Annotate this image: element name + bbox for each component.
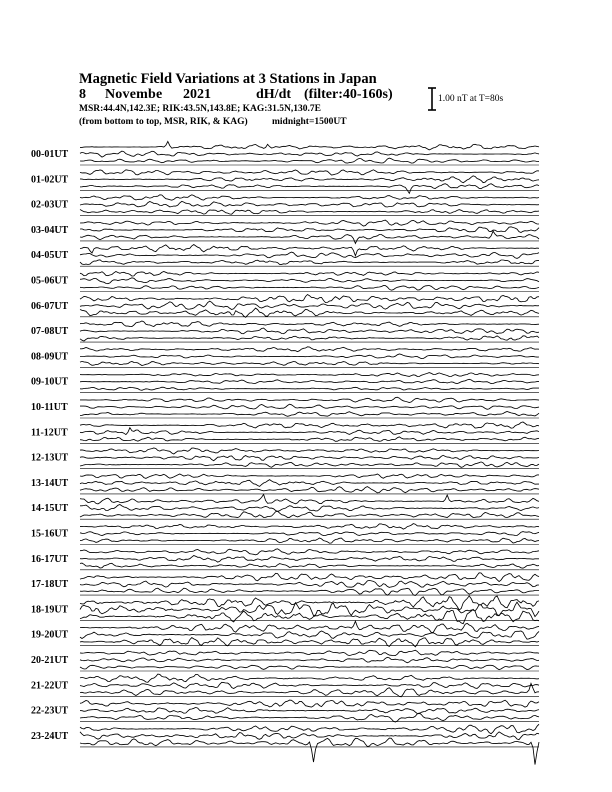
trace-msr-23-24UT: [80, 738, 539, 765]
hour-label: 18-19UT: [31, 604, 69, 616]
trace-msr-20-21UT: [80, 665, 539, 669]
hour-label: 17-18UT: [31, 579, 69, 591]
trace-rik-04-05UT: [80, 252, 539, 258]
date-month: Novembe: [105, 87, 163, 102]
trace-rik-21-22UT: [80, 682, 539, 688]
trace-kag-08-09UT: [80, 347, 539, 352]
trace-msr-07-08UT: [80, 336, 539, 341]
trace-rik-11-12UT: [80, 428, 539, 435]
hour-label: 02-03UT: [31, 199, 69, 211]
hour-label: 23-24UT: [31, 730, 69, 742]
hour-label: 07-08UT: [31, 326, 69, 338]
trace-kag-21-22UT: [80, 674, 539, 682]
date-day: 8: [79, 87, 86, 102]
hour-label: 11-12UT: [31, 427, 68, 439]
trace-kag-20-21UT: [80, 650, 539, 655]
trace-kag-07-08UT: [80, 321, 539, 327]
trace-msr-04-05UT: [80, 260, 539, 265]
trace-msr-06-07UT: [80, 308, 539, 317]
hour-label: 12-13UT: [31, 452, 69, 464]
hour-label: 13-14UT: [31, 477, 69, 489]
chart-title: Magnetic Field Variations at 3 Stations in Japan: [79, 71, 377, 87]
trace-msr-17-18UT: [80, 588, 539, 595]
trace-msr-00-01UT: [80, 158, 539, 163]
hour-label: 09-10UT: [31, 376, 69, 388]
trace-kag-12-13UT: [80, 448, 539, 454]
trace-rik-00-01UT: [80, 151, 539, 157]
trace-msr-05-06UT: [80, 286, 539, 291]
trace-kag-04-05UT: [80, 245, 539, 256]
trace-kag-01-02UT: [80, 170, 539, 175]
trace-rik-08-09UT: [80, 354, 539, 359]
trace-rik-17-18UT: [80, 580, 539, 587]
trace-rik-14-15UT: [80, 505, 539, 512]
trace-rik-18-19UT: [80, 602, 539, 616]
midnight-note: midnight=1500UT: [272, 117, 347, 127]
trace-kag-14-15UT: [80, 494, 539, 504]
trace-kag-17-18UT: [80, 573, 539, 582]
trace-kag-16-17UT: [80, 549, 539, 555]
trace-kag-15-16UT: [80, 524, 539, 530]
trace-msr-14-15UT: [80, 511, 539, 517]
hour-label: 03-04UT: [31, 224, 69, 236]
station-order-note: (from bottom to top, MSR, RIK, & KAG): [79, 117, 248, 127]
trace-rik-20-21UT: [80, 657, 539, 663]
hour-label: 05-06UT: [31, 275, 69, 287]
trace-kag-03-04UT: [80, 220, 539, 226]
hour-label: 06-07UT: [31, 300, 69, 312]
trace-rik-01-02UT: [80, 176, 539, 183]
trace-kag-09-10UT: [80, 373, 539, 377]
trace-msr-08-09UT: [80, 361, 539, 365]
hour-label: 00-01UT: [31, 149, 69, 160]
station-coordinates: MSR:44.4N,142.3E; RIK:43.5N,143.8E; KAG:31.5N,130.7E: [79, 104, 321, 114]
trace-rik-19-20UT: [80, 631, 539, 639]
trace-msr-22-23UT: [80, 713, 539, 722]
quantity-label: dH/dt: [256, 87, 292, 102]
trace-kag-13-14UT: [80, 474, 539, 478]
trace-msr-15-16UT: [80, 538, 539, 543]
hour-label: 04-05UT: [31, 250, 69, 262]
trace-rik-16-17UT: [80, 556, 539, 563]
trace-rik-03-04UT: [80, 227, 539, 233]
trace-kag-18-19UT: [80, 596, 539, 610]
trace-kag-10-11UT: [80, 397, 539, 402]
hour-label: 21-22UT: [31, 680, 69, 692]
trace-rik-23-24UT: [80, 732, 539, 740]
trace-msr-01-02UT: [80, 184, 539, 194]
trace-rik-07-08UT: [80, 328, 539, 334]
hour-label: 15-16UT: [31, 528, 69, 540]
trace-rik-13-14UT: [80, 480, 539, 487]
trace-kag-00-01UT: [80, 142, 539, 150]
hour-label: 01-02UT: [31, 174, 69, 186]
trace-rik-06-07UT: [80, 301, 539, 309]
hour-label: 19-20UT: [31, 629, 69, 641]
trace-msr-12-13UT: [80, 462, 539, 468]
trace-msr-18-19UT: [80, 609, 539, 623]
trace-msr-10-11UT: [80, 412, 539, 417]
trace-msr-03-04UT: [80, 231, 539, 243]
hour-label: 08-09UT: [31, 351, 69, 363]
trace-msr-16-17UT: [80, 563, 539, 568]
trace-msr-09-10UT: [80, 387, 539, 390]
trace-rik-15-16UT: [80, 532, 539, 536]
hour-label: 22-23UT: [31, 705, 69, 717]
hour-label: 16-17UT: [31, 553, 69, 565]
trace-rik-10-11UT: [80, 404, 539, 409]
trace-rik-02-03UT: [80, 201, 539, 207]
trace-kag-06-07UT: [80, 295, 539, 303]
hour-label: 20-21UT: [31, 655, 69, 666]
trace-kag-02-03UT: [80, 195, 539, 200]
trace-kag-19-20UT: [80, 621, 539, 632]
trace-kag-22-23UT: [80, 700, 539, 707]
hour-label: 14-15UT: [31, 503, 69, 515]
trace-msr-11-12UT: [80, 437, 539, 441]
trace-rik-09-10UT: [80, 379, 539, 383]
trace-kag-23-24UT: [80, 724, 539, 734]
scale-label: 1.00 nT at T=80s: [438, 94, 504, 104]
trace-rik-05-06UT: [80, 278, 539, 284]
trace-msr-13-14UT: [80, 487, 539, 493]
trace-rik-22-23UT: [80, 707, 539, 713]
trace-kag-05-06UT: [80, 272, 539, 277]
trace-msr-02-03UT: [80, 210, 539, 215]
hour-label: 10-11UT: [31, 402, 68, 413]
date-year: 2021: [183, 87, 211, 102]
trace-kag-11-12UT: [80, 422, 539, 428]
filter-label: (filter:40-160s): [304, 87, 393, 102]
trace-rik-12-13UT: [80, 455, 539, 460]
